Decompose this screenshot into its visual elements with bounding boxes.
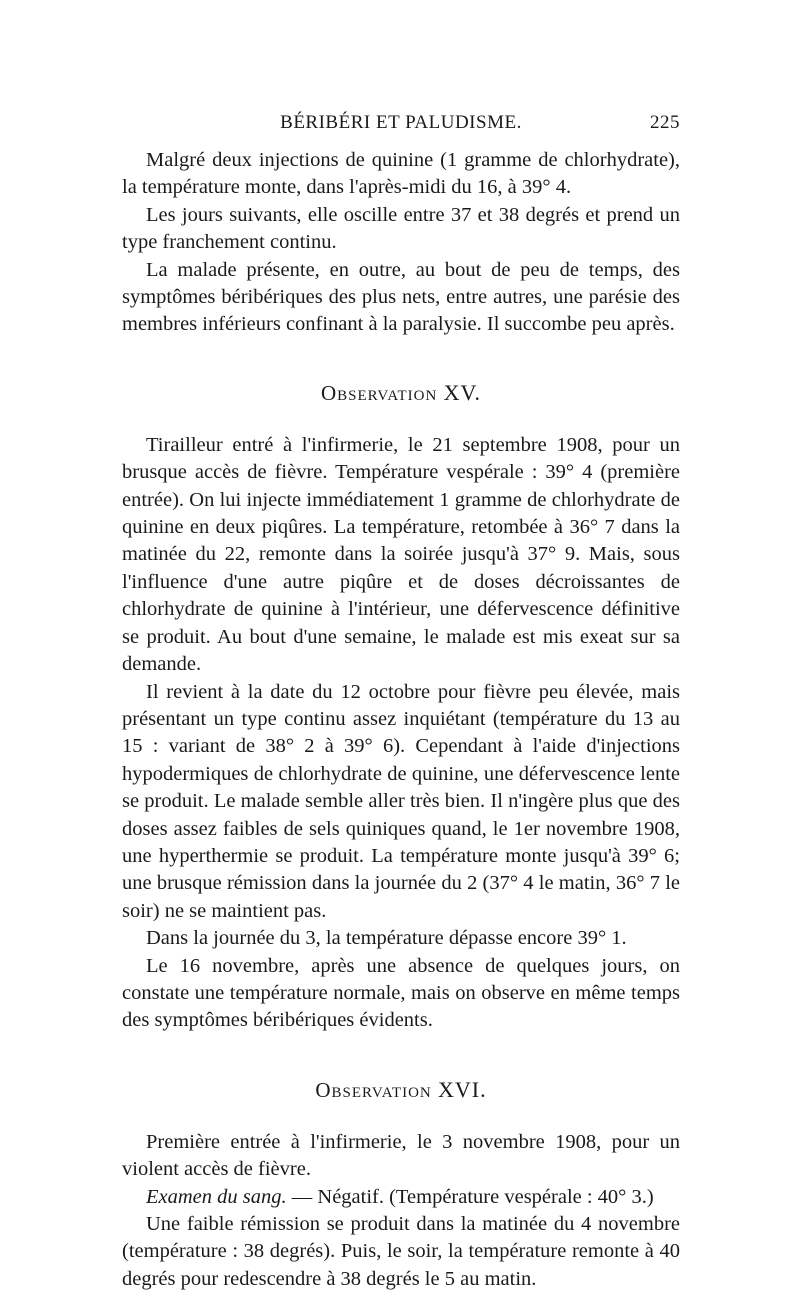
blood-exam-label: Examen du sang.	[146, 1185, 287, 1208]
paragraph: Malgré deux injections de quinine (1 gramme de chlorhydrate), la température monte, dans l'après-midi du 16, à 39° 4.	[122, 149, 680, 199]
paragraph: Dans la journée du 3, la température dépasse encore 39° 1.	[146, 927, 627, 950]
observation-xv-text	[122, 432, 680, 1035]
observation-xv-heading	[122, 380, 680, 406]
paragraph: Première entrée à l'infirmerie, le 3 novembre 1908, pour un violent accès de fièvre.	[122, 1130, 680, 1181]
book-page	[122, 0, 680, 1293]
paragraph: Tirailleur entré à l'infirmerie, le 21 septembre 1908, pour un brusque accès de fièvre. Température vespérale : 39° 4 (première entrée). On lui injecte immédiatement 1 gramme de chlorhydrate de quinine en deux piqûres. La température, retombée à 36° 7 dans la matinée du 22, remonte dans la soirée jusqu'à 37° 9. Mais, sous l'influence d'une autre piqûre et de doses décroissantes de chlorhydrate de quinine à l'intérieur, une défervescence définitive se produit. Au bout d'une semaine, le malade est mis exeat sur sa demande.	[122, 433, 680, 676]
observation-xvi-text	[122, 1129, 680, 1293]
blood-exam-result: — Négatif. (Température vespérale : 40° 3.)	[286, 1185, 654, 1208]
paragraph: Une faible rémission se produit dans la matinée du 4 novembre (température : 38 degrés). Puis, le soir, la température remonte à 40 degrés pour redescendre à 38 degrés le 5 au matin.	[122, 1213, 680, 1290]
heading-word: Observation	[315, 1077, 432, 1102]
heading-numeral: XV.	[443, 379, 482, 405]
running-title: BÉRIBÉRI ET PALUDISME.	[280, 112, 522, 133]
heading-word: Observation	[320, 380, 438, 405]
page-number: 225	[650, 112, 680, 133]
paragraph: Il revient à la date du 12 octobre pour fièvre peu élevée, mais présentant un type continu assez inquiétant (température du 13 au 15 : variant de 38° 2 à 39° 6). Cependant à l'aide d'injections hypodermiques de chlorhydrate de quinine, une défervescence lente se produit. Le malade semble aller très bien. Il n'ingère plus que des doses assez faibles de sels quiniques quand, le 1er novembre 1908, une hyperthermie se produit. La température monte jusqu'à 39° 6; une brusque rémission dans la journée du 2 (37° 4 le matin, 36° 7 le soir) ne se maintient pas.	[122, 680, 680, 922]
paragraph: Le 16 novembre, après une absence de quelques jours, on constate une température normale, mais on observe en même temps des symptômes béribériques évidents.	[122, 954, 680, 1032]
paragraph	[122, 1184, 680, 1211]
continued-observation-text	[122, 147, 680, 339]
paragraph: La malade présente, en outre, au bout de peu de temps, des symptômes béribériques des plus nets, entre autres, une parésie des membres inférieurs confinant à la paralysie. Il succombe peu après.	[122, 258, 680, 336]
paragraph: Les jours suivants, elle oscille entre 37 et 38 degrés et prend un type franchement continu.	[122, 203, 680, 254]
observation-xvi-heading	[122, 1077, 680, 1103]
heading-numeral: XVI.	[438, 1076, 487, 1102]
running-head	[122, 112, 680, 142]
